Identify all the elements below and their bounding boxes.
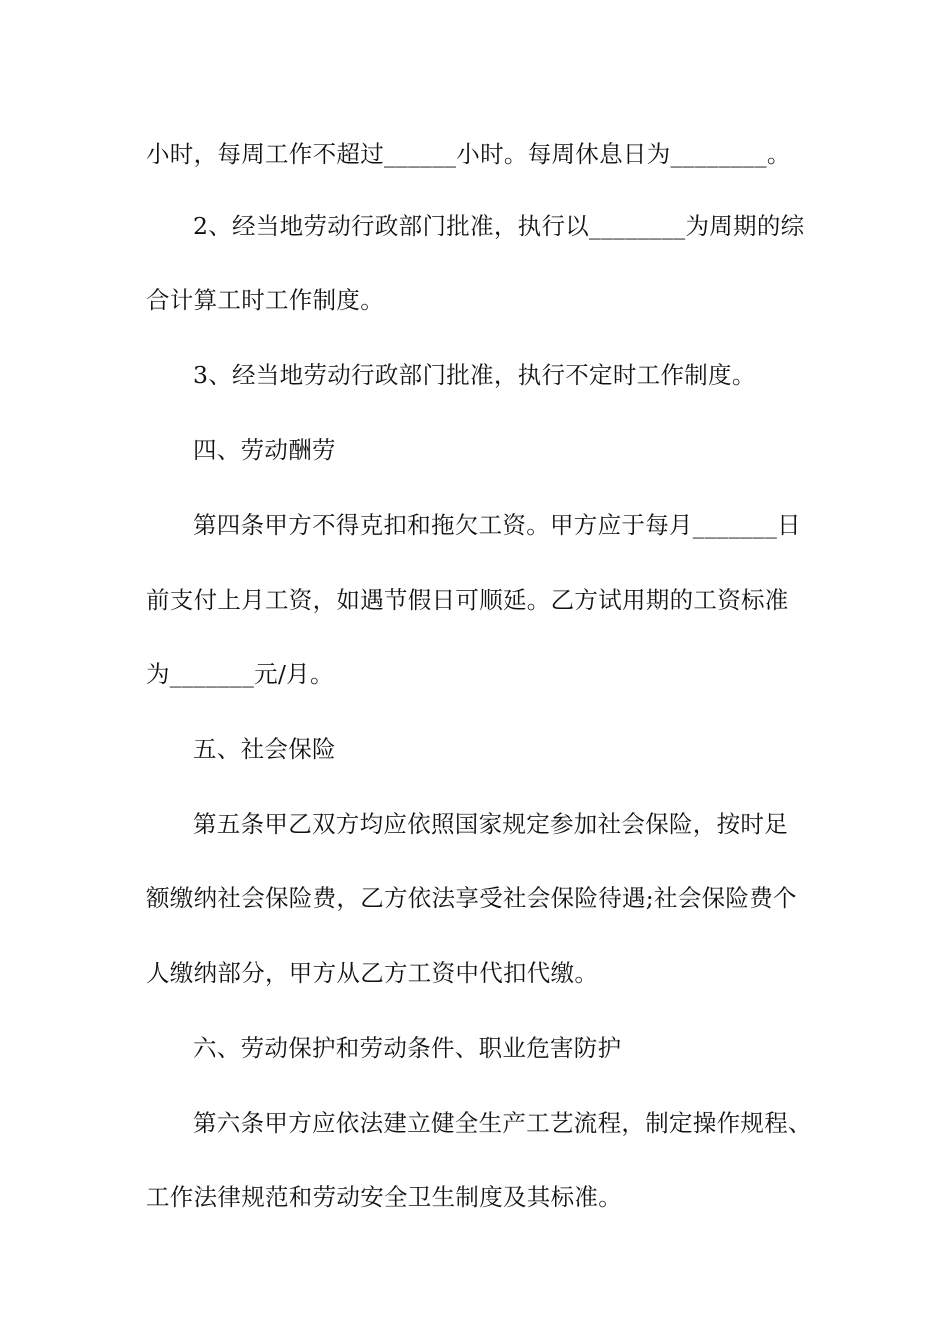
- text-line-article-6: 第六条甲方应依法建立健全生产工艺流程，制定操作规程、: [193, 1109, 812, 1137]
- text-line-article-4-cont: 前支付上月工资，如遇节假日可顺延。乙方试用期的工资标准: [146, 586, 789, 614]
- text-line-item-2-cont: 合计算工时工作制度。: [146, 286, 384, 314]
- text-line-article-5: 第五条甲乙双方均应依照国家规定参加社会保险，按时足: [193, 810, 788, 838]
- text-line-hours: 小时，每周工作不超过______小时。每周休息日为________。: [146, 140, 791, 168]
- text-line-article-4-end: 为_______元/月。: [146, 660, 334, 688]
- section-heading-protection: 六、劳动保护和劳动条件、职业危害防护: [193, 1034, 622, 1062]
- section-heading-insurance: 五、社会保险: [193, 735, 336, 763]
- text-line-item-3: 3、经当地劳动行政部门批准，执行不定时工作制度。: [193, 361, 756, 389]
- text-line-article-5-end: 人缴纳部分，甲方从乙方工资中代扣代缴。: [146, 959, 599, 987]
- text-line-article-6-cont: 工作法律规范和劳动安全卫生制度及其标准。: [146, 1183, 622, 1211]
- section-heading-pay: 四、劳动酬劳: [193, 436, 336, 464]
- text-line-article-4: 第四条甲方不得克扣和拖欠工资。甲方应于每月_______日: [193, 511, 801, 539]
- text-line-item-2: 2、经当地劳动行政部门批准，执行以________为周期的综: [193, 212, 805, 240]
- text-line-article-5-cont: 额缴纳社会保险费，乙方依法享受社会保险待遇;社会保险费个: [146, 884, 797, 912]
